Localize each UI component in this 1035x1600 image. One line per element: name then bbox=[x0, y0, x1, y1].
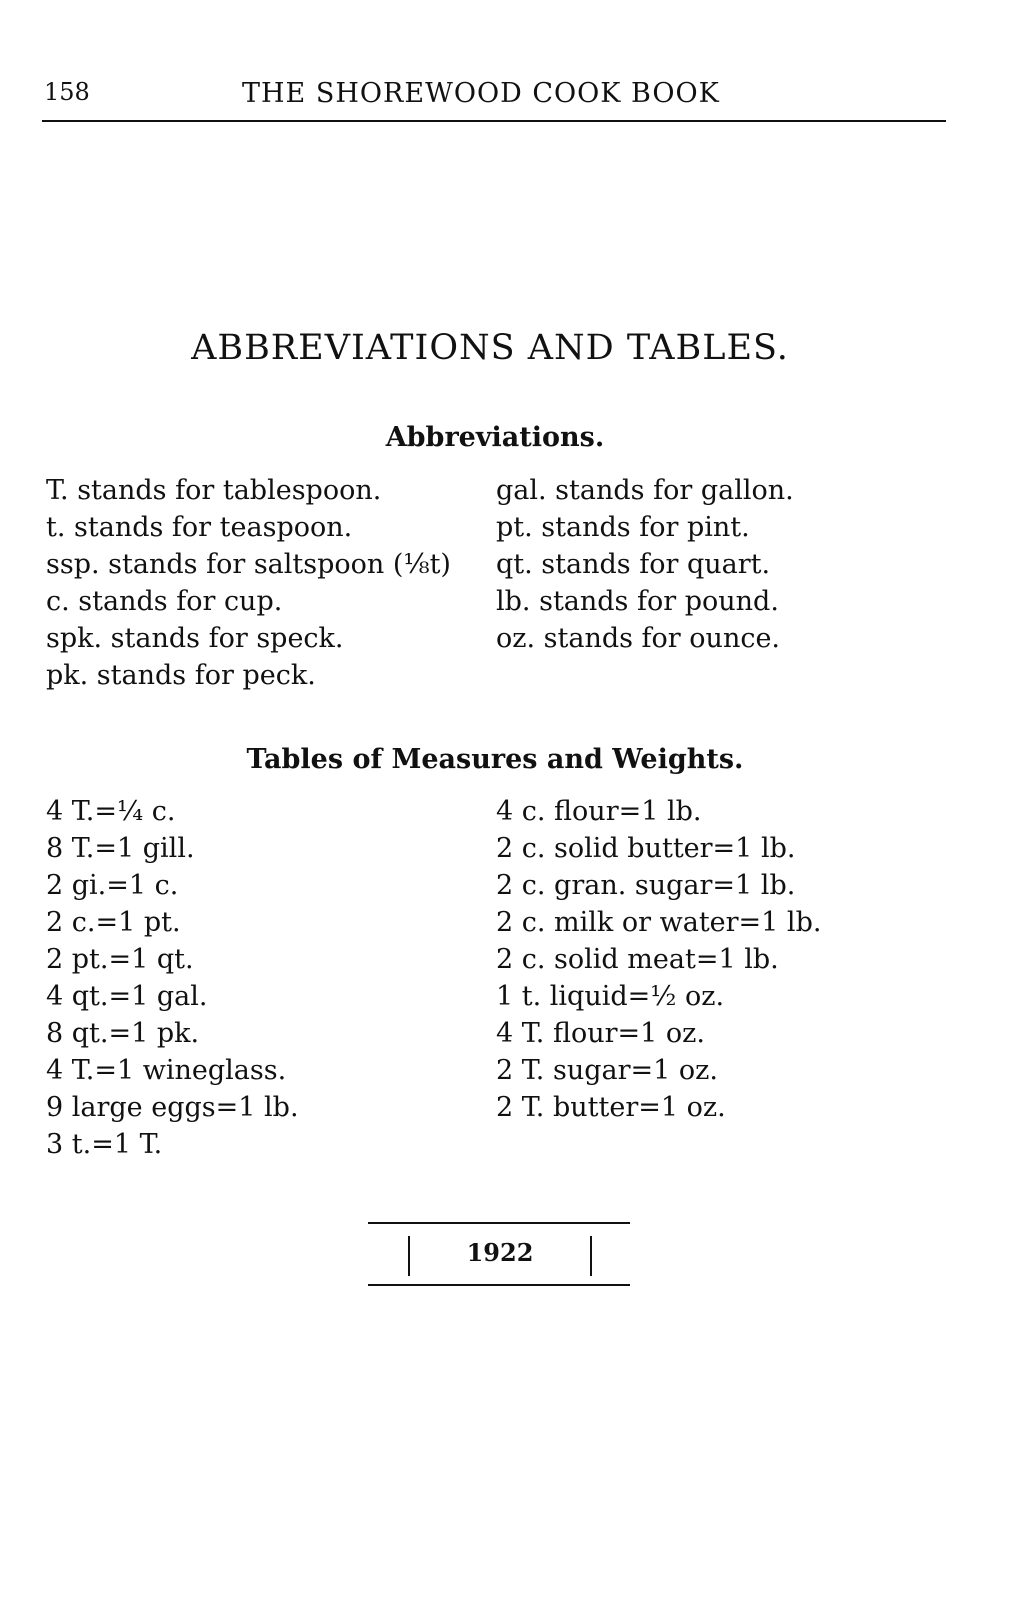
list-item: 2 T. sugar=1 oz. bbox=[496, 1055, 718, 1086]
list-item: oz. stands for ounce. bbox=[496, 623, 781, 654]
list-item: 8 qt.=1 pk. bbox=[46, 1018, 200, 1049]
page-title: ABBREVIATIONS AND TABLES. bbox=[191, 328, 789, 368]
running-header bbox=[44, 78, 946, 118]
page-number: 158 bbox=[44, 78, 90, 106]
list-item: 2 T. butter=1 oz. bbox=[496, 1092, 726, 1123]
footer-year-box bbox=[368, 1222, 630, 1286]
list-item: 2 c. solid meat=1 lb. bbox=[496, 944, 779, 975]
weights-right-column bbox=[496, 793, 821, 1126]
list-item: 9 large eggs=1 lb. bbox=[46, 1092, 299, 1123]
tables-heading: Tables of Measures and Weights. bbox=[246, 744, 744, 775]
footer-rule-top bbox=[368, 1222, 630, 1224]
list-item: 4 T.=¼ c. bbox=[46, 796, 176, 827]
list-item: 2 pt.=1 qt. bbox=[46, 944, 194, 975]
list-item: 4 T. flour=1 oz. bbox=[496, 1018, 705, 1049]
list-item: qt. stands for quart. bbox=[496, 549, 771, 580]
running-title: THE SHOREWOOD COOK BOOK bbox=[242, 78, 720, 109]
list-item: 2 c. gran. sugar=1 lb. bbox=[496, 870, 796, 901]
list-item: 2 gi.=1 c. bbox=[46, 870, 179, 901]
list-item: 8 T.=1 gill. bbox=[46, 833, 195, 864]
list-item: 4 T.=1 wineglass. bbox=[46, 1055, 287, 1086]
list-item: 2 c.=1 pt. bbox=[46, 907, 181, 938]
list-item: gal. stands for gallon. bbox=[496, 475, 794, 506]
list-item: pk. stands for peck. bbox=[46, 660, 316, 691]
list-item: lb. stands for pound. bbox=[496, 586, 779, 617]
list-item: ssp. stands for saltspoon (⅛t) bbox=[46, 549, 451, 580]
list-item: 2 c. milk or water=1 lb. bbox=[496, 907, 822, 938]
header-rule bbox=[42, 120, 946, 122]
abbreviations-right-column bbox=[496, 472, 794, 657]
list-item: pt. stands for pint. bbox=[496, 512, 750, 543]
abbreviations-left-column bbox=[46, 472, 451, 694]
list-item: c. stands for cup. bbox=[46, 586, 283, 617]
list-item: t. stands for teaspoon. bbox=[46, 512, 353, 543]
list-item: 4 c. flour=1 lb. bbox=[496, 796, 702, 827]
list-item: 1 t. liquid=½ oz. bbox=[496, 981, 725, 1012]
abbreviations-heading: Abbreviations. bbox=[385, 422, 605, 453]
footer-rule-bottom bbox=[368, 1284, 630, 1286]
list-item: 2 c. solid butter=1 lb. bbox=[496, 833, 796, 864]
measures-left-column bbox=[46, 793, 299, 1163]
list-item: 3 t.=1 T. bbox=[46, 1129, 163, 1160]
footer-year: 1922 bbox=[466, 1238, 534, 1267]
footer-bar-right bbox=[590, 1236, 592, 1276]
list-item: T. stands for tablespoon. bbox=[46, 475, 382, 506]
list-item: 4 qt.=1 gal. bbox=[46, 981, 208, 1012]
list-item: spk. stands for speck. bbox=[46, 623, 344, 654]
